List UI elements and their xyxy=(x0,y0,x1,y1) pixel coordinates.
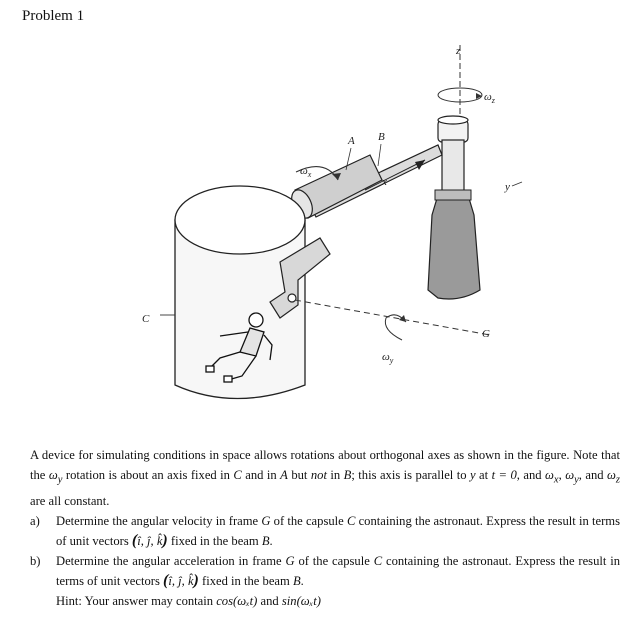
vertical-post xyxy=(442,140,464,195)
counterweight xyxy=(428,195,480,299)
hint-line: Hint: Your answer may contain cos(ωₓt) and sin(ωₓt) xyxy=(56,593,321,608)
label-wy: $\omega_y$ xyxy=(382,351,394,365)
label-wz: $\omega_z$ xyxy=(484,91,495,105)
part-a-text: Determine the angular velocity in frame G of the capsule C containing the astronaut. Express the result in terms of unit vectors (î, ĵ, k̂) fixed in the beam B. xyxy=(56,513,620,549)
label-C: C xyxy=(142,313,150,325)
pivot-pin xyxy=(288,294,296,302)
label-B: B xyxy=(378,131,385,143)
label-y: y xyxy=(505,181,510,193)
capsule-top xyxy=(175,186,305,254)
part-b xyxy=(30,551,620,591)
part-a xyxy=(30,511,620,551)
device-figure xyxy=(120,40,540,400)
label-z: z xyxy=(456,45,461,57)
part-a-label: a) xyxy=(30,513,40,528)
label-wx: $\omega_x$ xyxy=(300,165,312,179)
capsule-axis-line xyxy=(295,300,490,335)
problem-heading: Problem 1 xyxy=(22,8,85,24)
intro-paragraph: A device for simulating conditions in space allows rotations about orthogonal axes as shown in the figure. Note that the $\omega_y$ rotation is about an axis fixed in C and in A but not in B; this axis is parallel to y at t = 0, and $\omega_x$, $\omega_y$, and $\omega_z$ are all constant. xyxy=(30,448,620,508)
problem-text xyxy=(30,445,620,611)
device-illustration xyxy=(120,40,540,400)
label-A: A xyxy=(348,135,355,147)
label-G: G xyxy=(482,328,490,340)
part-b-text: Determine the angular acceleration in frame G of the capsule C containing the astronaut. Express the result in terms of unit vectors (î, ĵ, k̂) fixed in the beam B. xyxy=(56,553,621,589)
part-b-label: b) xyxy=(30,553,41,568)
label-x: x xyxy=(382,176,387,188)
